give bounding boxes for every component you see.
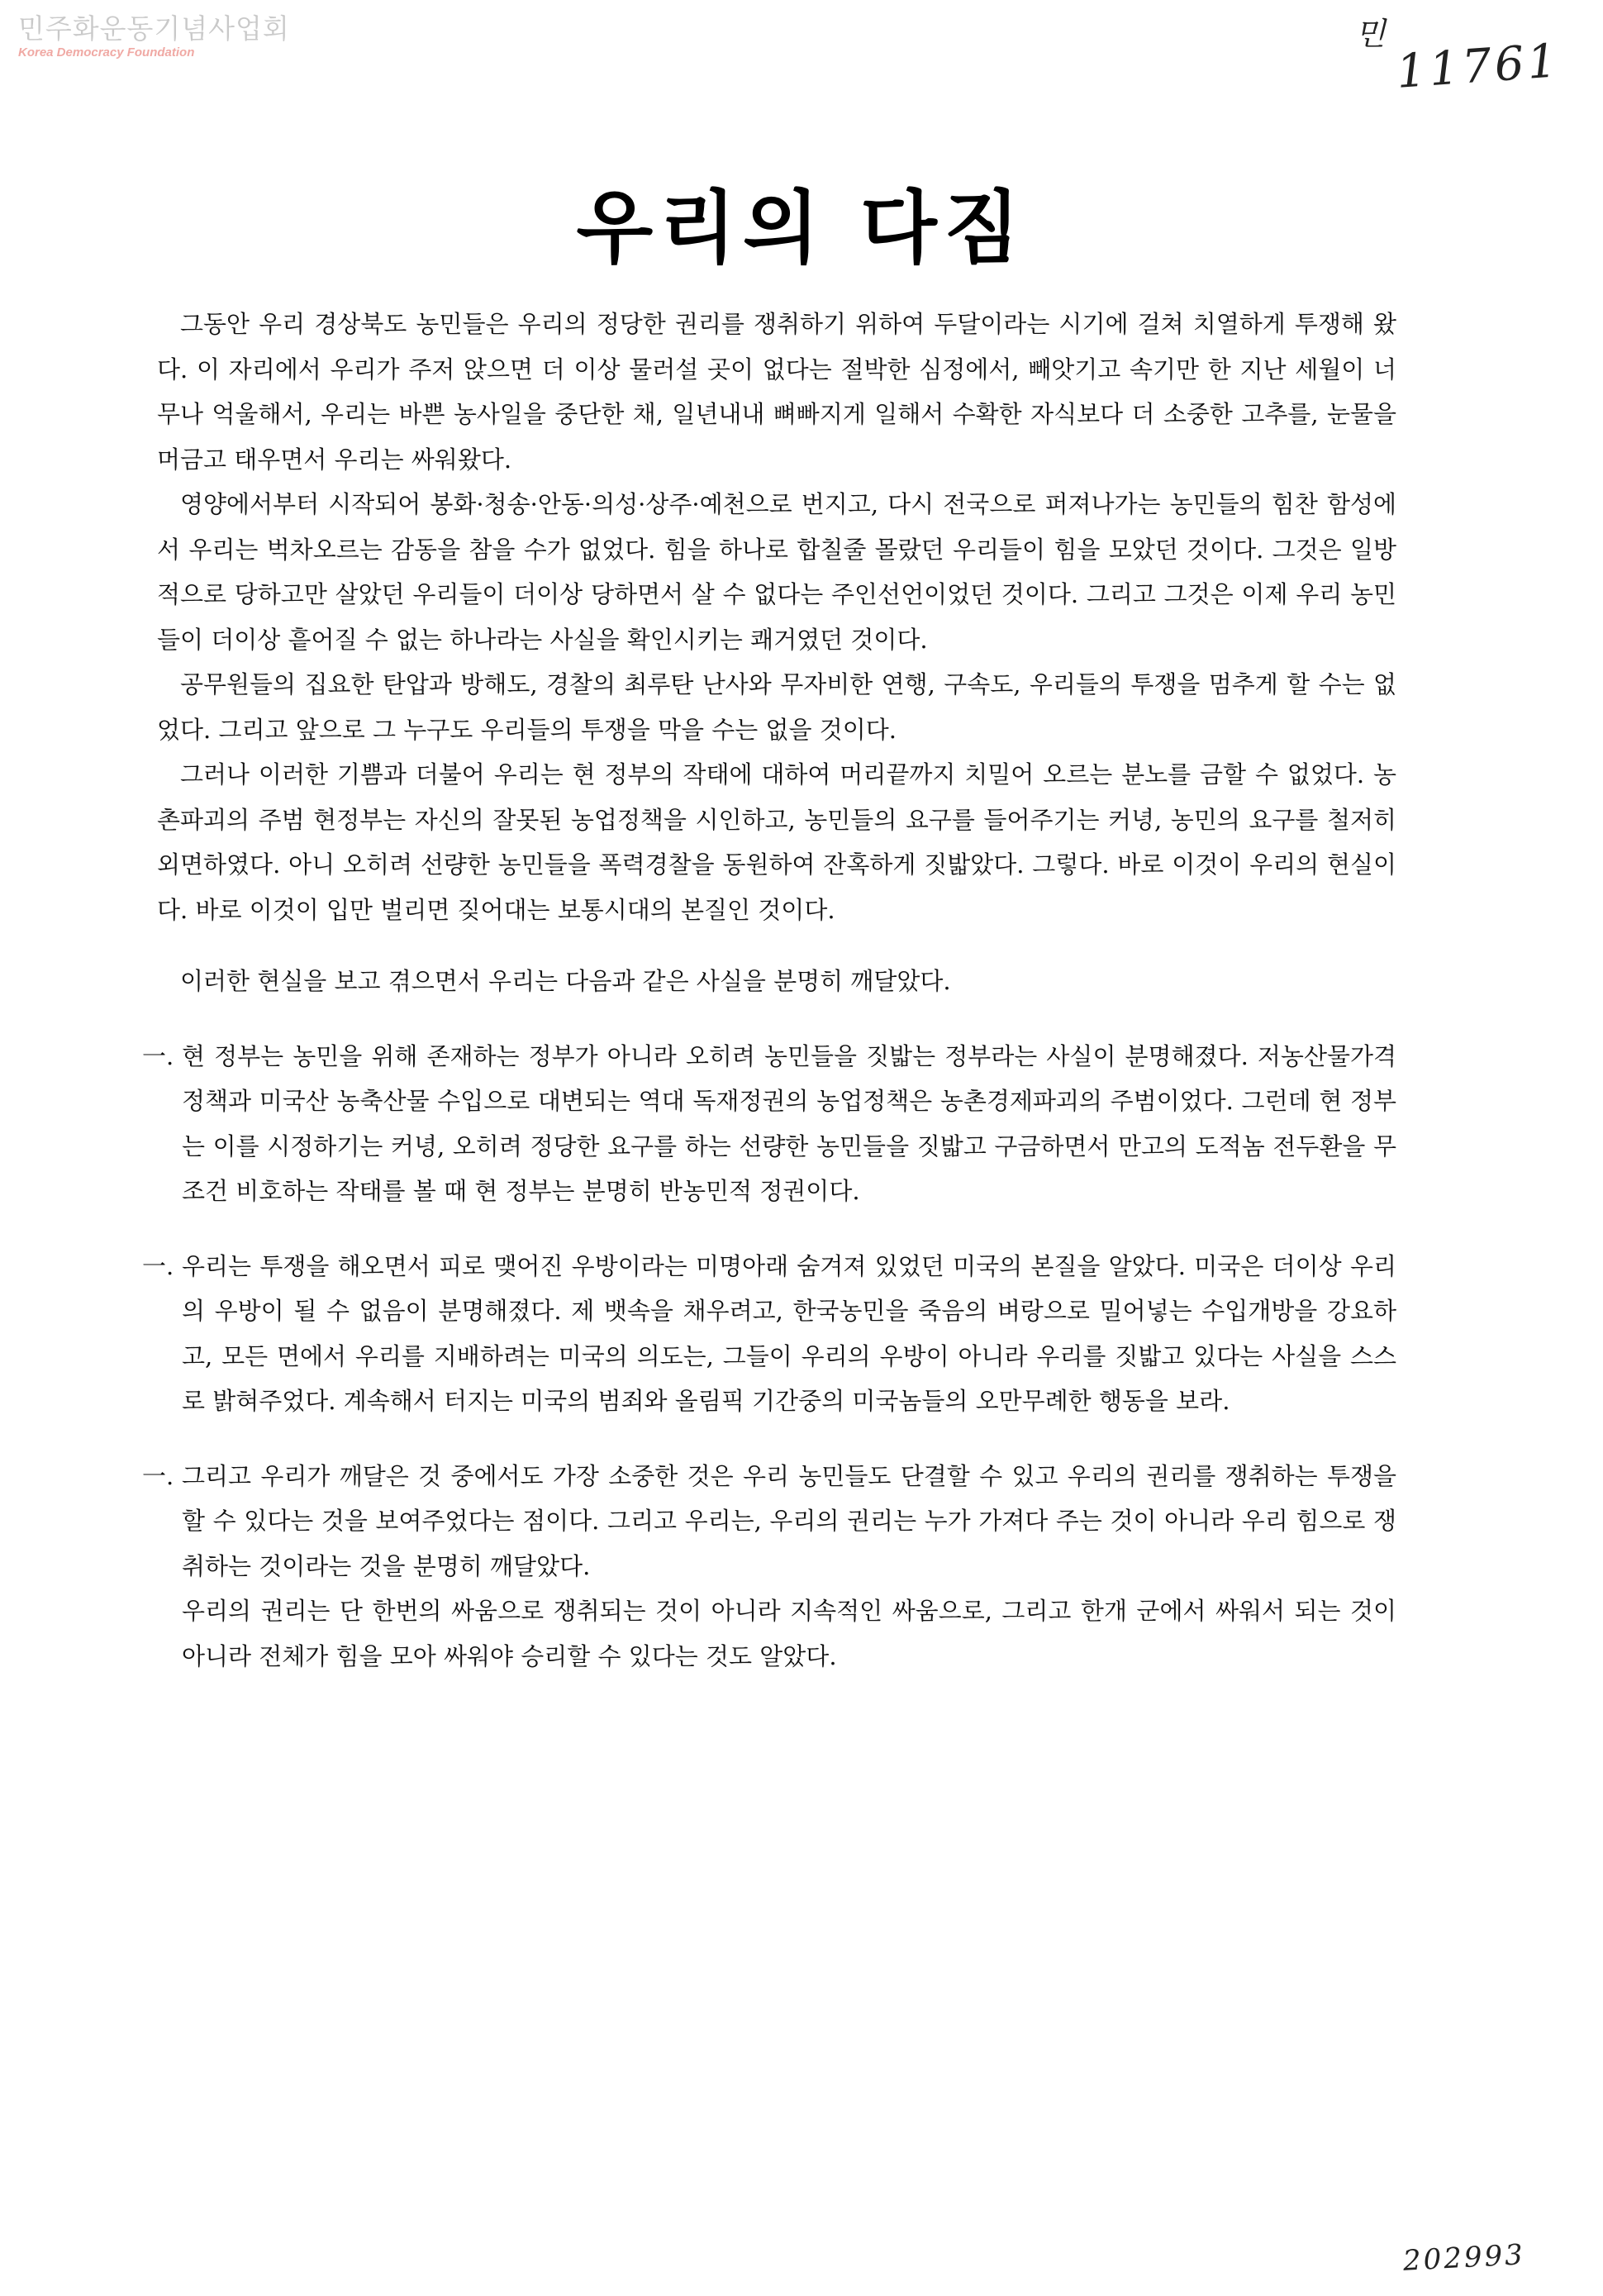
list-item-text: 우리의 권리는 단 한번의 싸움으로 쟁취되는 것이 아니라 지속적인 싸움으로, 그리고 한개 군에서 싸워서 되는 것이 아니라 전체가 힘을 모아 싸워야 승리할 수 있다는 것도 알았다. [182,1597,1396,1670]
list-item [142,1244,1396,1424]
list-item-content [182,1244,1396,1424]
paragraph: 이러한 현실을 보고 겪으면서 우리는 다음과 같은 사실을 분명히 깨달았다. [180,967,951,995]
watermark-logo [18,12,290,60]
list-item [142,1034,1396,1214]
watermark-english: Korea Democracy Foundation [18,45,195,60]
paragraph: 공무원들의 집요한 탄압과 방해도, 경찰의 최루탄 난사와 무자비한 연행, 구속도, 우리들의 투쟁을 멈추게 할 수는 없었다. 그리고 앞으로 그 누구도 우리들의 투쟁을 막을 수는 없을 것이다. [157,670,1396,744]
document-title: 우리의 다짐 [576,182,1027,274]
list-item-content [182,1454,1396,1679]
list-marker: 一. [142,1461,174,1490]
list-item-text: 현 정부는 농민을 위해 존재하는 정부가 아니라 오히려 농민들을 짓밟는 정부라는 사실이 분명해졌다. 저농산물가격정책과 미국산 농축산물 수입으로 대변되는 역대 독재정권의 농업정책은 농촌경제파괴의 주범이었다. 그런데 현 정부는 이를 시정하기는 커녕, 오히려 정당한 요구를 하는 선량한 농민들을 짓밟고 구금하면서 만고의 도적놈 전두환을 무조건 비호하는 작태를 볼 때 현 정부는 분명히 반농민적 정권이다. [182,1041,1396,1205]
document-body [142,302,1396,1679]
paragraph: 영양에서부터 시작되어 봉화·청송·안동·의성·상주·예천으로 번지고, 다시 전국으로 퍼져나가는 농민들의 힘찬 함성에서 우리는 벅차오르는 감동을 참을 수가 없었다. 힘을 하나로 합칠줄 몰랐던 우리들이 힘을 모았던 것이다. 그것은 일방적으로 당하고만 살았던 우리들이 더이상 당하면서 살 수 없다는 주인선언이었던 것이다. 그리고 그것은 이제 우리 농민들이 더이상 흩어질 수 없는 하나라는 사실을 확인시키는 쾌거였던 것이다. [157,490,1396,654]
handwritten-archive-number: 11761 [1394,34,1563,99]
list-item-text: 우리는 투쟁을 해오면서 피로 맺어진 우방이라는 미명아래 숨겨져 있었던 미국의 본질을 알았다. 미국은 더이상 우리의 우방이 될 수 없음이 분명해졌다. 제 뱃속을 채우려고, 한국농민을 죽음의 벼랑으로 밀어넣는 수입개방을 강요하고, 모든 면에서 우리를 지배하려는 미국의 의도는, 그들이 우리의 우방이 아니라 우리를 짓밟고 있다는 사실을 스스로 밝혀주었다. 계속해서 터지는 미국의 범죄와 올림픽 기간중의 미국놈들의 오만무례한 행동을 보라. [182,1251,1396,1415]
list-marker: 一. [142,1251,174,1280]
handwritten-page-number: 202993 [1402,2238,1526,2278]
paragraph: 그러나 이러한 기쁨과 더불어 우리는 현 정부의 작태에 대하여 머리끝까지 치밀어 오르는 분노를 금할 수 없었다. 농촌파괴의 주범 현정부는 자신의 잘못된 농업정책을 시인하고, 농민들의 요구를 들어주기는 커녕, 농민의 요구를 철저히 외면하였다. 아니 오히려 선량한 농민들을 폭력경찰을 동원하여 잔혹하게 짓밟았다. 그렇다. 바로 이것이 우리의 현실이다. 바로 이것이 입만 벌리면 짖어대는 보통시대의 본질인 것이다. [157,760,1396,924]
list-item-text: 그리고 우리가 깨달은 것 중에서도 가장 소중한 것은 우리 농민들도 단결할 수 있고 우리의 권리를 쟁취하는 투쟁을 할 수 있다는 것을 보여주었다는 점이다. 그리고 우리는, 우리의 권리는 누가 가져다 주는 것이 아니라 우리 힘으로 쟁취하는 것이라는 것을 분명히 깨달았다. [182,1461,1396,1580]
list-item-content [182,1034,1396,1214]
handwritten-mark: 민 [1355,16,1386,52]
list-marker: 一. [142,1041,174,1070]
paragraph: 그동안 우리 경상북도 농민들은 우리의 정당한 권리를 쟁취하기 위하여 두달이라는 시기에 걸쳐 치열하게 투쟁해 왔다. 이 자리에서 우리가 주저 앉으면 더 이상 물러설 곳이 없다는 절박한 심정에서, 빼앗기고 속기만 한 지난 세월이 너무나 억울해서, 우리는 바쁜 농사일을 중단한 채, 일년내내 뼈빠지게 일해서 수확한 자식보다 더 소중한 고추를, 눈물을 머금고 태우면서 우리는 싸워왔다. [157,310,1396,474]
watermark-korean: 민주화운동기념사업회 [18,12,290,45]
list-item [142,1454,1396,1679]
